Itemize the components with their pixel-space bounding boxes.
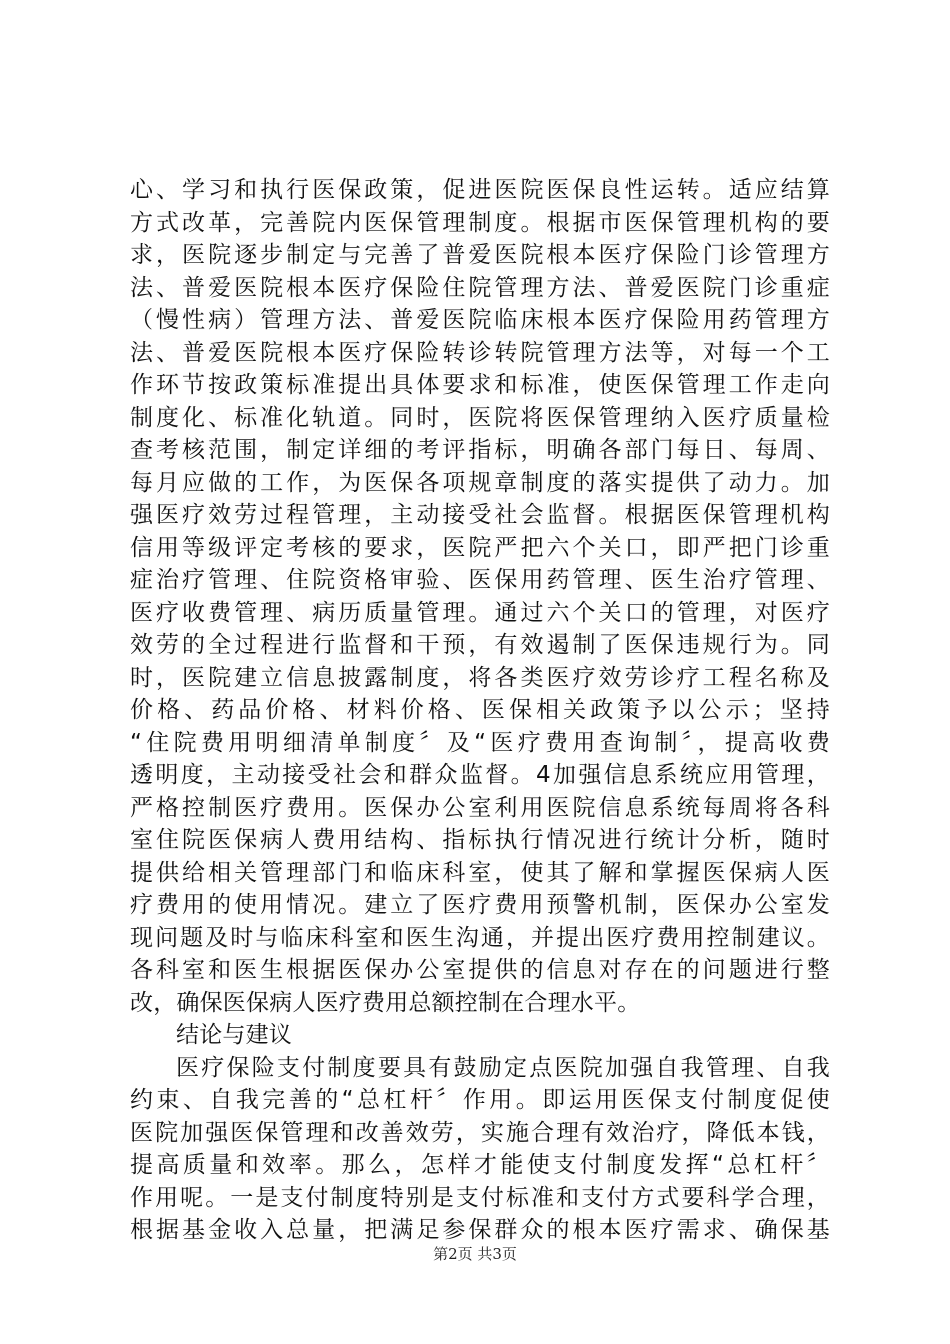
- page-number-footer: 第2页 共3页: [433, 1245, 517, 1263]
- text-line: 医疗收费管理、病历质量管理。通过六个关口的管理，对医疗: [130, 599, 830, 626]
- text-line: 法、普爱医院根本医疗保险转诊转院管理方法等，对每一个工: [130, 339, 830, 366]
- text-line: 疗费用的使用情况。建立了医疗费用预警机制，医保办公室发: [130, 892, 830, 918]
- text-line: 时，医院建立信息披露制度，将各类医疗效劳诊疗工程名称及: [130, 664, 830, 691]
- text-line: 强医疗效劳过程管理，主动接受社会监督。根据医保管理机构: [130, 502, 830, 528]
- text-line: 透明度，主动接受社会和群众监督。4加强信息系统应用管理，: [130, 762, 830, 788]
- text-line: 方式改革，完善院内医保管理制度。根据市医保管理机构的要: [130, 209, 830, 236]
- text-line: 每月应做的工作，为医保各项规章制度的落实提供了动力。加: [130, 469, 830, 496]
- text-line: 求，医院逐步制定与完善了普爱医院根本医疗保险门诊管理方: [130, 242, 830, 268]
- text-line: 医院加强医保管理和改善效劳，实施合理有效治疗，降低本钱，: [130, 1119, 830, 1146]
- text-line: “住院费用明细清单制度〞及“医疗费用查询制〞，提高收费: [130, 729, 830, 756]
- text-line: 效劳的全过程进行监督和干预，有效遏制了医保违规行为。同: [130, 632, 830, 658]
- text-line: 提高质量和效率。那么，怎样才能使支付制度发挥“总杠杆〞: [130, 1152, 830, 1178]
- text-line: 症治疗管理、住院资格审验、医保用药管理、医生治疗管理、: [130, 567, 830, 593]
- section-heading: 结论与建议: [176, 1022, 292, 1048]
- text-line: 现问题及时与临床科室和医生沟通，并提出医疗费用控制建议。: [130, 924, 830, 951]
- text-line: 作用呢。一是支付制度特别是支付标准和支付方式要科学合理，: [130, 1184, 830, 1211]
- document-body: [130, 174, 830, 1247]
- text-line: 作环节按政策标准提出具体要求和标准，使医保管理工作走向: [130, 372, 830, 398]
- text-line: 室住院医保病人费用结构、指标执行情况进行统计分析，随时: [130, 827, 830, 853]
- text-line: 查考核范围，制定详细的考评指标，明确各部门每日、每周、: [130, 437, 830, 463]
- text-line: 约束、自我完善的“总杠杆〞作用。即运用医保支付制度促使: [130, 1087, 830, 1113]
- text-line: 改，确保医保病人医疗费用总额控制在合理水平。: [130, 989, 641, 1016]
- text-line: 医疗保险支付制度要具有鼓励定点医院加强自我管理、自我: [176, 1054, 830, 1081]
- text-line: （慢性病）管理方法、普爱医院临床根本医疗保险用药管理方: [130, 307, 830, 333]
- text-line: 严格控制医疗费用。医保办公室利用医院信息系统每周将各科: [130, 794, 830, 821]
- text-line: 信用等级评定考核的要求，医院严把六个关口，即严把门诊重: [130, 534, 830, 561]
- text-line: 制度化、标准化轨道。同时，医院将医保管理纳入医疗质量检: [130, 404, 830, 431]
- text-line: 各科室和医生根据医保办公室提供的信息对存在的问题进行整: [130, 957, 830, 983]
- text-line: 法、普爱医院根本医疗保险住院管理方法、普爱医院门诊重症: [130, 274, 830, 301]
- text-line: 根据基金收入总量，把满足参保群众的根本医疗需求、确保基: [130, 1217, 830, 1243]
- text-line: 提供给相关管理部门和临床科室，使其了解和掌握医保病人医: [130, 859, 830, 886]
- text-line: 价格、药品价格、材料价格、医保相关政策予以公示；坚持: [130, 697, 830, 723]
- text-line: 心、学习和执行医保政策，促进医院医保良性运转。适应结算: [130, 177, 830, 203]
